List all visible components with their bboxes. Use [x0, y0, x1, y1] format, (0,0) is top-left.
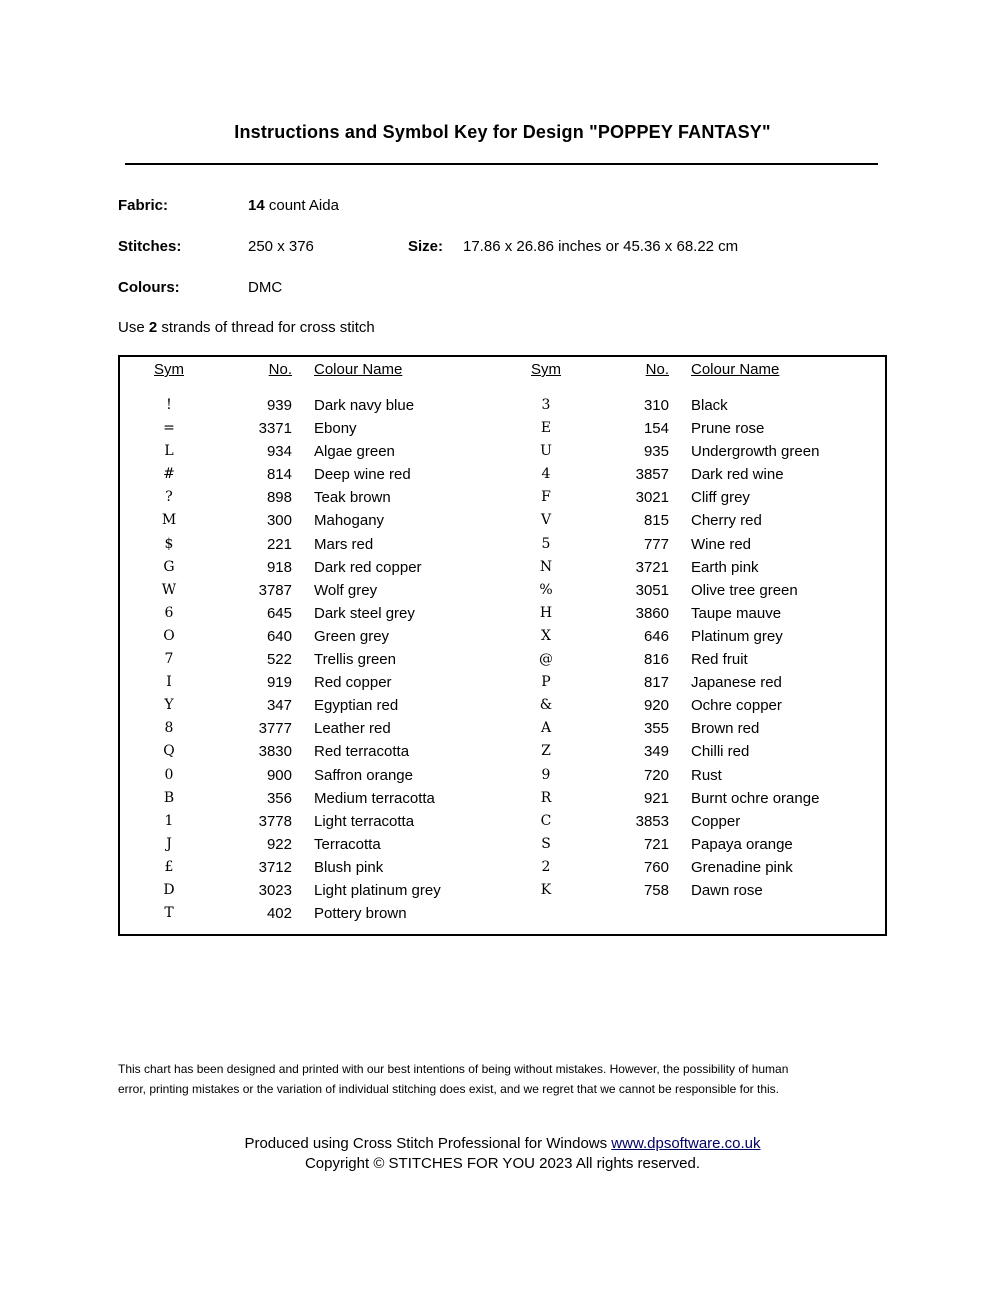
symbol-cell: Z [541, 743, 551, 760]
colour-name-cell: Blush pink [314, 858, 384, 876]
symbol-cell: L [164, 443, 174, 460]
key-rows-left [136, 394, 522, 925]
number-cell: 814 [266, 466, 292, 484]
key-row [513, 648, 899, 671]
number-cell: 522 [266, 651, 292, 669]
symbol-cell: I [166, 674, 172, 691]
key-row [136, 764, 522, 787]
key-row [513, 787, 899, 810]
fabric-value [248, 197, 339, 214]
key-row [136, 486, 522, 509]
key-row [136, 602, 522, 625]
colour-name-cell: Ebony [314, 420, 357, 438]
colour-name-cell: Trellis green [314, 651, 396, 669]
strands-note [118, 319, 375, 336]
fabric-label: Fabric: [118, 197, 169, 214]
number-cell: 3021 [635, 489, 669, 507]
colour-name-cell: Papaya orange [691, 835, 793, 853]
number-cell: 3712 [258, 858, 292, 876]
key-row [513, 440, 899, 463]
symbol-cell: K [540, 881, 552, 898]
symbol-cell: ! [166, 397, 172, 413]
key-row [513, 764, 899, 787]
key-row [136, 694, 522, 717]
key-row [136, 533, 522, 556]
colour-name-cell: Red fruit [691, 651, 748, 669]
colour-name-cell: Green grey [314, 627, 390, 645]
number-cell: 3371 [258, 420, 292, 438]
key-row [513, 671, 899, 694]
number-cell: 777 [643, 535, 669, 553]
colour-name-cell: Cherry red [691, 512, 762, 530]
number-cell: 922 [266, 835, 292, 853]
symbol-cell: % [539, 581, 553, 598]
number-cell: 154 [643, 420, 669, 438]
sym-header: Sym [531, 361, 561, 378]
key-row [136, 556, 522, 579]
sym-header: Sym [154, 361, 184, 378]
number-cell: 939 [266, 397, 292, 414]
colour-name-cell: Egyptian red [314, 697, 399, 715]
symbol-cell: U [540, 443, 552, 460]
page-title: Instructions and Symbol Key for Design "POPPEY FANTASY" [234, 122, 771, 142]
colour-name-cell: Saffron orange [314, 766, 413, 784]
disclaimer-line-2: error, printing mistakes or the variation of individual stitching does exist, and we regret that we cannot be responsible for this. [118, 1081, 780, 1096]
key-row [136, 440, 522, 463]
colour-name-cell: Platinum grey [691, 627, 783, 645]
key-rows-right [513, 394, 899, 902]
key-row [136, 671, 522, 694]
colour-name-cell: Dawn rose [691, 881, 763, 899]
symbol-cell: X [541, 627, 551, 644]
key-row [513, 417, 899, 440]
number-cell: 3787 [258, 581, 292, 599]
colour-name-cell: Terracotta [314, 835, 381, 853]
title-divider [125, 163, 878, 165]
number-cell: 900 [266, 766, 292, 784]
key-row [136, 902, 522, 925]
key-row [136, 463, 522, 486]
symbol-cell: F [541, 489, 551, 506]
key-column-left [136, 357, 522, 925]
number-cell: 935 [643, 443, 669, 461]
key-row [136, 394, 522, 417]
symbol-cell: 2 [541, 858, 551, 875]
symbol-cell: N [539, 558, 553, 575]
symbol-cell: H [539, 604, 553, 621]
colour-name-cell: Prune rose [691, 420, 765, 438]
symbol-cell: W [161, 581, 177, 598]
fabric-count: 14 [248, 197, 265, 214]
symbol-cell: ? [165, 489, 173, 506]
number-cell: 402 [266, 905, 292, 923]
colour-name-cell: Olive tree green [691, 581, 798, 599]
number-cell: 349 [643, 743, 669, 761]
symbol-cell: = [163, 420, 175, 437]
symbol-cell: 5 [541, 535, 551, 552]
key-row [513, 556, 899, 579]
number-cell: 816 [643, 651, 669, 669]
symbol-cell: R [540, 789, 552, 806]
colour-name-cell: Leather red [314, 720, 391, 738]
key-row [513, 579, 899, 602]
stitches-value: 250 x 376 [248, 238, 314, 255]
colour-name-cell: Rust [691, 766, 722, 784]
colour-name-cell: Mars red [314, 535, 374, 553]
colours-label: Colours: [118, 279, 180, 296]
number-cell: 646 [643, 627, 669, 645]
symbol-cell: V [540, 512, 552, 529]
symbol-cell: T [164, 905, 174, 922]
symbol-cell: P [541, 674, 551, 691]
key-row [136, 787, 522, 810]
size-value: 17.86 x 26.86 inches or 45.36 x 68.22 cm [463, 238, 739, 255]
strands-prefix: Use [118, 319, 149, 336]
symbol-cell: 8 [164, 720, 174, 737]
key-row [513, 694, 899, 717]
number-cell: 760 [643, 858, 669, 876]
key-row [136, 810, 522, 833]
number-cell: 920 [643, 697, 669, 715]
symbol-cell: Q [163, 743, 175, 760]
number-cell: 3853 [635, 812, 669, 830]
colour-name-cell: Pottery brown [314, 905, 407, 923]
strands-suffix: strands of thread for cross stitch [157, 319, 375, 336]
number-cell: 3778 [258, 812, 292, 830]
colour-name-cell: Brown red [691, 720, 760, 738]
key-row [136, 417, 522, 440]
colour-name-cell: Grenadine pink [691, 858, 793, 876]
number-cell: 355 [643, 720, 669, 738]
number-cell: 3777 [258, 720, 292, 738]
number-cell: 3860 [635, 604, 669, 622]
colour-name-cell: Red terracotta [314, 743, 410, 761]
symbol-cell: J [166, 835, 172, 852]
key-row [136, 879, 522, 902]
colour-name-cell: Light platinum grey [314, 881, 441, 899]
symbol-cell: A [540, 720, 552, 737]
number-cell: 919 [266, 674, 292, 692]
symbol-cell: 7 [164, 651, 174, 668]
number-cell: 815 [643, 512, 669, 530]
symbol-cell: 3 [541, 397, 551, 413]
colour-name-cell: Undergrowth green [691, 443, 820, 461]
colour-name-cell: Light terracotta [314, 812, 415, 830]
symbol-key-table [118, 355, 887, 936]
symbol-cell: 6 [164, 604, 174, 621]
symbol-cell: O [163, 627, 175, 644]
key-row [513, 533, 899, 556]
no-header: No. [645, 361, 669, 378]
symbol-cell: & [539, 697, 553, 714]
number-cell: 347 [266, 697, 292, 715]
colour-name-cell: Algae green [314, 443, 395, 461]
key-row [136, 648, 522, 671]
number-cell: 898 [266, 489, 292, 507]
symbol-cell: D [163, 881, 175, 898]
number-cell: 3023 [258, 881, 292, 899]
colour-name-cell: Mahogany [314, 512, 385, 530]
number-cell: 221 [266, 535, 292, 553]
number-cell: 300 [266, 512, 292, 530]
colour-name-cell: Earth pink [691, 558, 759, 576]
key-row [513, 486, 899, 509]
fabric-count-rest: count Aida [264, 197, 339, 214]
number-cell: 3857 [635, 466, 669, 484]
colour-name-cell: Black [691, 397, 728, 414]
number-cell: 645 [266, 604, 292, 622]
symbol-cell: $ [164, 535, 174, 552]
key-row [136, 717, 522, 740]
symbol-cell: E [540, 420, 552, 437]
key-row [513, 394, 899, 417]
name-header: Colour Name [314, 361, 403, 378]
colour-name-cell: Dark red wine [691, 466, 784, 484]
colour-name-cell: Taupe mauve [691, 604, 782, 622]
stitches-label: Stitches: [118, 238, 182, 255]
colour-name-cell: Copper [691, 812, 741, 830]
number-cell: 934 [266, 443, 292, 461]
number-cell: 3830 [258, 743, 292, 761]
symbol-cell: £ [164, 858, 174, 875]
number-cell: 817 [643, 674, 669, 692]
no-header: No. [268, 361, 292, 378]
key-row [136, 856, 522, 879]
symbol-cell: B [163, 789, 175, 806]
symbol-cell: Y [164, 697, 174, 714]
symbol-cell: S [541, 835, 551, 852]
number-cell: 921 [643, 789, 669, 807]
key-row [513, 463, 899, 486]
number-cell: 720 [643, 766, 669, 784]
colour-name-cell: Dark navy blue [314, 397, 415, 414]
copyright-line: Copyright © STITCHES FOR YOU 2023 All rights reserved. [304, 1155, 701, 1172]
symbol-cell: 1 [164, 812, 174, 829]
colour-name-cell: Dark red copper [314, 558, 422, 576]
strands-count: 2 [148, 319, 158, 336]
colour-name-cell: Red copper [314, 674, 392, 692]
disclaimer [118, 1060, 898, 1099]
number-cell: 356 [266, 789, 292, 807]
symbol-cell: 4 [541, 466, 551, 483]
number-cell: 721 [643, 835, 669, 853]
key-row [513, 740, 899, 763]
produced-text: Produced using Cross Stitch Professional for Windows [244, 1135, 612, 1152]
produced-line [0, 1135, 1005, 1152]
number-cell: 3721 [635, 558, 669, 576]
key-header-right [513, 361, 899, 381]
key-row [513, 717, 899, 740]
colour-name-cell: Chilli red [691, 743, 750, 761]
number-cell: 310 [643, 397, 669, 414]
colour-name-cell: Wolf grey [314, 581, 378, 599]
key-header-left [136, 361, 522, 381]
colour-name-cell: Dark steel grey [314, 604, 415, 622]
key-row [513, 810, 899, 833]
key-row [513, 509, 899, 532]
key-row [513, 602, 899, 625]
disclaimer-line-1: This chart has been designed and printed with our best intentions of being without mistakes. However, the possibility of human [118, 1062, 789, 1076]
key-column-right [513, 357, 899, 902]
dpsoftware-link[interactable]: www.dpsoftware.co.uk [611, 1135, 761, 1152]
key-row [513, 833, 899, 856]
symbol-cell: 9 [541, 766, 551, 783]
colour-name-cell: Wine red [691, 535, 752, 553]
number-cell: 918 [266, 558, 292, 576]
key-row [513, 879, 899, 902]
colour-name-cell: Burnt ochre orange [691, 789, 820, 807]
number-cell: 3051 [635, 581, 669, 599]
size-label: Size: [408, 238, 444, 255]
key-row [136, 579, 522, 602]
colour-name-cell: Cliff grey [691, 489, 750, 507]
colour-name-cell: Deep wine red [314, 466, 411, 484]
colour-name-cell: Medium terracotta [314, 789, 435, 807]
symbol-cell: C [540, 812, 552, 829]
symbol-cell: # [163, 466, 175, 483]
colour-name-cell: Japanese red [691, 674, 782, 692]
symbol-cell: 0 [164, 766, 174, 783]
key-row [513, 625, 899, 648]
symbol-cell: @ [539, 651, 553, 668]
key-row [136, 509, 522, 532]
key-row [136, 625, 522, 648]
number-cell: 640 [266, 627, 292, 645]
name-header: Colour Name [691, 361, 780, 378]
symbol-cell: M [161, 512, 177, 529]
colour-name-cell: Teak brown [314, 489, 391, 507]
key-row [513, 856, 899, 879]
key-row [136, 740, 522, 763]
number-cell: 758 [643, 881, 669, 899]
colour-name-cell: Ochre copper [691, 697, 782, 715]
colours-value: DMC [248, 279, 283, 296]
symbol-cell: G [163, 558, 175, 575]
key-row [136, 833, 522, 856]
